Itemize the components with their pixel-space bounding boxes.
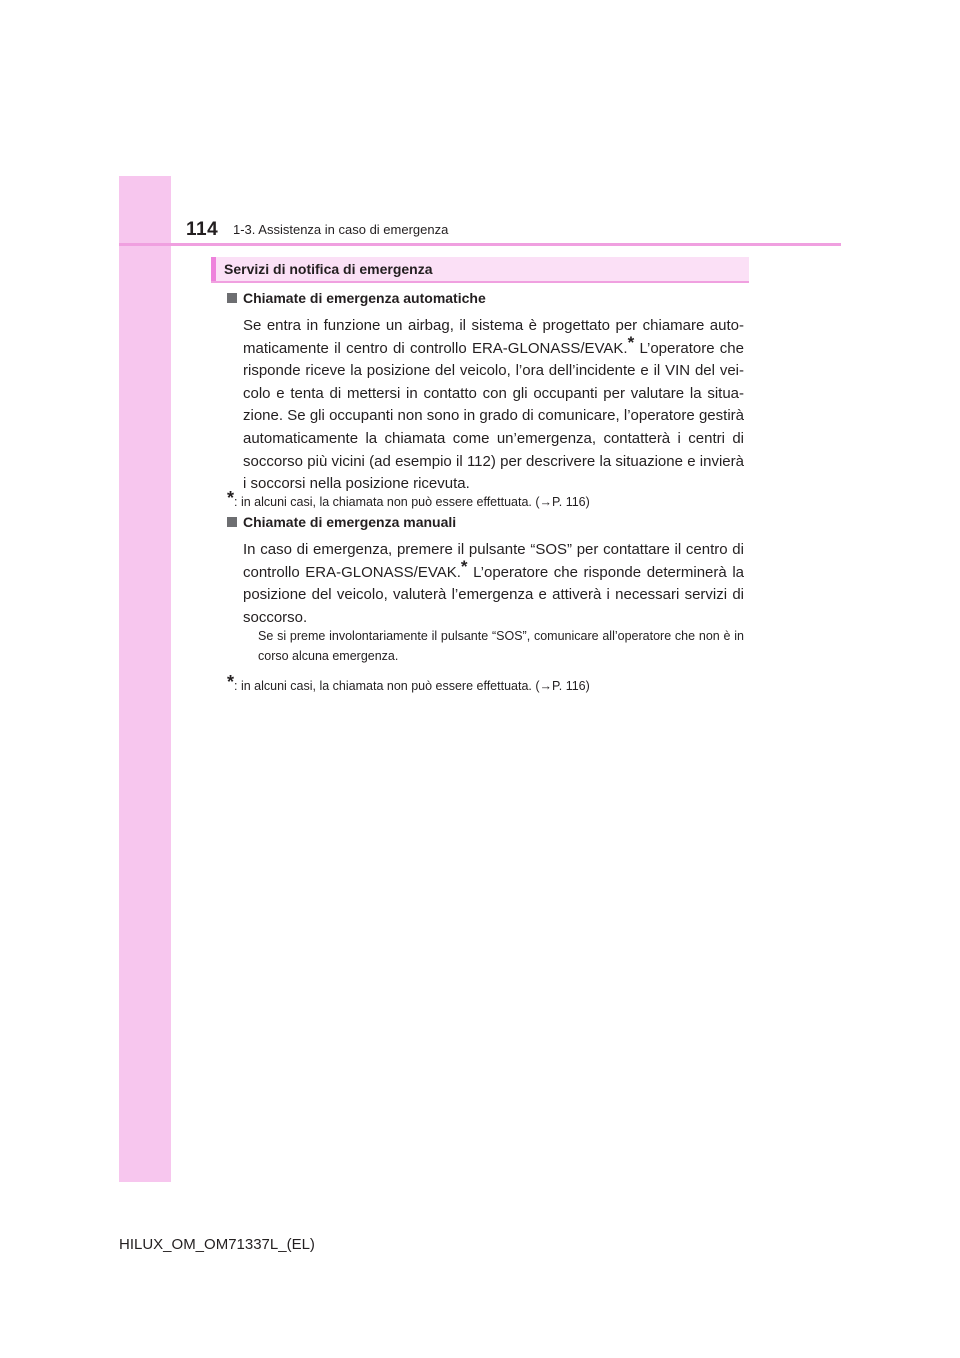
page-number: 114 xyxy=(186,219,219,240)
paragraph-manual-part2: L’operatore che risponde determinerà la posizione del veicolo, valuterà l’emergenza e attiverà i necessari servizi di soccorso. xyxy=(243,563,745,626)
footnote-manual-ref[interactable]: P. 116) xyxy=(552,679,590,693)
subheading-automatic-label: Chiamate di emergenza automatiche xyxy=(243,290,486,306)
square-bullet-icon xyxy=(227,293,237,303)
subheading-manual-label: Chiamate di emergenza manuali xyxy=(243,514,457,530)
header-rule xyxy=(119,243,841,246)
section-heading-bar xyxy=(211,257,749,283)
running-title: 1-3. Assistenza in caso di emergenza xyxy=(233,222,449,237)
subheading-automatic xyxy=(227,290,486,306)
footnote-manual-text: : in alcuni casi, la chiamata non può essere effettuata. ( xyxy=(234,679,540,693)
square-bullet-icon xyxy=(227,517,237,527)
paragraph-manual-part1: In caso di emergenza, premere il pulsante “SOS” per contattare il centro di controllo ERA-GLONASS/EVAK. xyxy=(243,541,744,581)
document-code: HILUX_OM_OM71337L_(EL) xyxy=(119,1236,315,1253)
footnote-automatic-text: : in alcuni casi, la chiamata non può essere effettuata. ( xyxy=(234,495,540,509)
note-manual: Se si preme involontariamente il pulsante “SOS”, comunicare all’operatore che non è in corso alcuna emergenza. xyxy=(258,629,744,663)
footnote-manual xyxy=(227,672,590,693)
paragraph-manual xyxy=(243,539,744,629)
arrow-right-icon: → xyxy=(539,679,553,693)
paragraph-automatic-part2: L’operatore che risponde riceve la posizione del veicolo, l’ora dell’incidente e il VIN del vei-colo e tenta di mettersi in contatto con gli occupanti per valutare la situa-zione. Se gli occupanti non sono in grado di comunicare, l’operatore gestirà automaticamente la chiamata come un’emergenza, contatterà i centri di soccorso più vicini (ad esempio il 112) per descrivere la situazione e invierà i soccorsi nella posizione ricevuta. xyxy=(243,339,744,493)
footnote-star: * xyxy=(227,672,235,692)
subheading-manual xyxy=(227,514,456,530)
footnote-marker: * xyxy=(627,332,635,352)
chapter-side-tab xyxy=(119,176,171,1182)
section-title: Servizi di notifica di emergenza xyxy=(224,261,433,277)
section-accent xyxy=(211,257,216,281)
footnote-marker: * xyxy=(460,556,468,576)
arrow-right-icon: → xyxy=(539,495,553,509)
paragraph-automatic xyxy=(243,315,744,496)
footnote-automatic xyxy=(227,488,590,509)
footnote-star: * xyxy=(227,488,235,508)
paragraph-automatic-part1: Se entra in funzione un airbag, il sistema è progettato per chiamare auto-maticamente il centro di controllo ERA-GLONASS/EVAK. xyxy=(243,317,744,357)
footnote-automatic-ref[interactable]: P. 116) xyxy=(552,495,590,509)
